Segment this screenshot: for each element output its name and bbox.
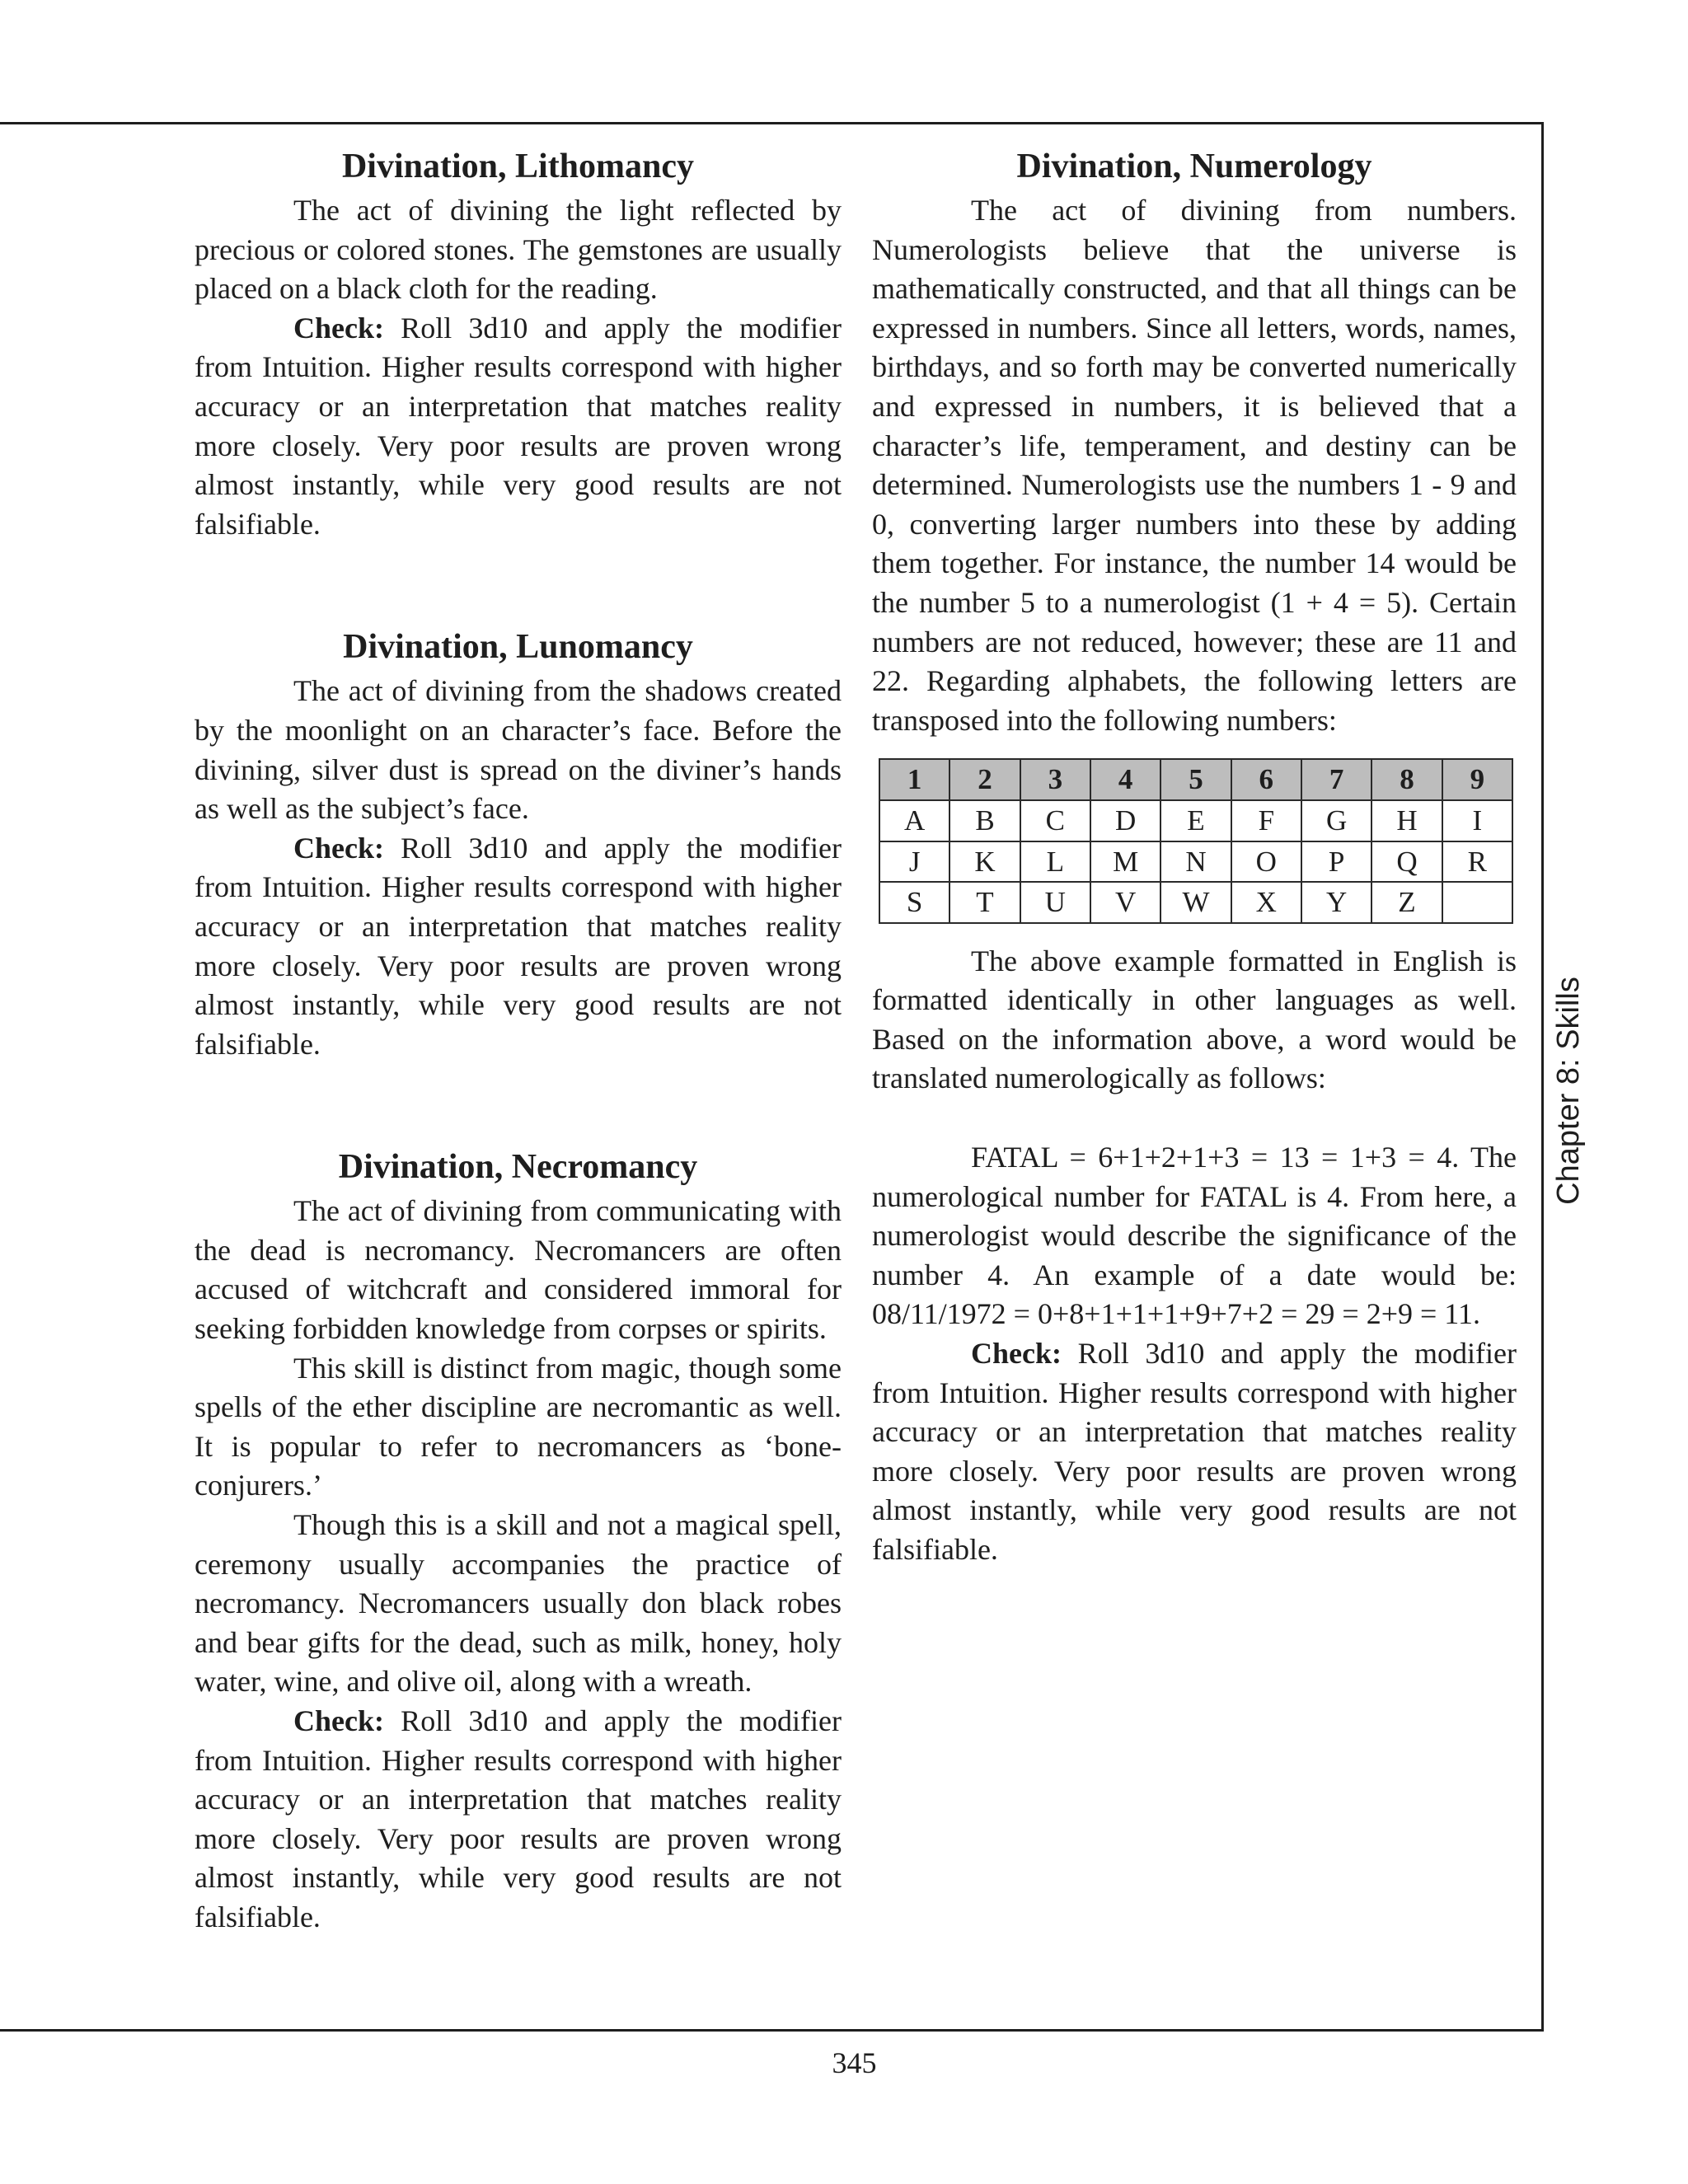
column-header: 9 <box>1442 759 1512 800</box>
table-cell: K <box>950 841 1020 883</box>
table-cell: Z <box>1372 882 1442 923</box>
paragraph: The act of divining from numbers. Numerologists believe that the universe is mathematically constructed, and that all things can be expressed in numbers. Since all letters, words, names, birthdays, and so forth may be converted numerically and expressed in numbers, it is believed that a character’s life, temperament, and destiny can be determined. Numerologists use the numbers 1 - 9 and 0, converting larger numbers into these by adding them together. For instance, the number 14 would be the number 5 to a numerologist (1 + 4 = 5). Certain numbers are not reduced, however; these are 11 and 22. Regarding alphabets, the following letters are transposed into the following numbers: <box>872 194 1517 737</box>
check-paragraph <box>195 1702 842 1938</box>
column-header: 8 <box>1372 759 1442 800</box>
check-text: Roll 3d10 and apply the modifier from Intuition. Higher results correspond with higher accuracy or an interpretation that matches reality more closely. Very poor results are proven wrong almost instantly, while very good results are not falsifiable. <box>195 311 842 541</box>
check-label: Check: <box>293 1704 384 1737</box>
column-header: 2 <box>950 759 1020 800</box>
table-cell: B <box>950 800 1020 841</box>
paragraph: The act of divining from communicating with the dead is necromancy. Necromancers are often accused of witchcraft and considered immoral for seeking forbidden knowledge from corpses or spirits. <box>195 1194 842 1346</box>
table-cell: G <box>1301 800 1372 841</box>
table-row <box>879 800 1512 841</box>
check-text: Roll 3d10 and apply the modifier from Intuition. Higher results correspond with higher accuracy or an interpretation that matches reality more closely. Very poor results are proven wrong almost instantly, while very good results are not falsifiable. <box>195 831 842 1061</box>
check-paragraph <box>195 829 842 1065</box>
table-cell: S <box>879 882 950 923</box>
paragraph: FATAL = 6+1+2+1+3 = 13 = 1+3 = 4. The numerological number for FATAL is 4. From here, a numerologist would describe the significance of the number 4. An example of a date would be: 08/11/1972 = 0+8+1+1+1+9+7+2 = 29 = 2+9 = 11. <box>872 1141 1517 1331</box>
page-number: 345 <box>832 2046 877 2079</box>
column-header: 6 <box>1231 759 1301 800</box>
left-column <box>195 142 842 1938</box>
paragraph: Though this is a skill and not a magical spell, ceremony usually accompanies the practice of necromancy. Necromancers usually don black robes and bear gifts for the dead, such as milk, honey, holy water, wine, and olive oil, along with a wreath. <box>195 1508 842 1699</box>
table-row <box>879 882 1512 923</box>
right-column <box>872 142 1517 1570</box>
table-cell: R <box>1442 841 1512 883</box>
section-numerology <box>872 142 1517 1570</box>
check-paragraph <box>872 1334 1517 1570</box>
table-cell: T <box>950 882 1020 923</box>
table-cell: P <box>1301 841 1372 883</box>
paragraph: The act of divining from the shadows created by the moonlight on an character’s face. Before the divining, silver dust is spread on the diviner’s hands as well as the subject’s face. <box>195 674 842 826</box>
check-label: Check: <box>971 1337 1062 1371</box>
chapter-side-tab <box>1543 954 1594 1226</box>
table-cell: D <box>1090 800 1160 841</box>
table-cell: F <box>1231 800 1301 841</box>
section-title: Divination, Necromancy <box>338 1148 698 1187</box>
table-cell: X <box>1231 882 1301 923</box>
check-label: Check: <box>293 311 384 344</box>
table-cell: L <box>1020 841 1090 883</box>
column-header: 7 <box>1301 759 1372 800</box>
table-cell: E <box>1160 800 1231 841</box>
table-cell: U <box>1020 882 1090 923</box>
table-cell: V <box>1090 882 1160 923</box>
page-frame-bottom <box>0 2029 1544 2032</box>
table-cell: N <box>1160 841 1231 883</box>
section-necromancy <box>195 1142 842 1937</box>
table-cell: W <box>1160 882 1231 923</box>
section-lithomancy <box>195 142 842 544</box>
table-header-row <box>879 759 1512 800</box>
check-text: Roll 3d10 and apply the modifier from Intuition. Higher results correspond with higher accuracy or an interpretation that matches reality more closely. Very poor results are proven wrong almost instantly, while very good results are not falsifiable. <box>872 1337 1517 1566</box>
section-title: Divination, Lithomancy <box>341 148 695 185</box>
table-cell: C <box>1020 800 1090 841</box>
table-cell: Y <box>1301 882 1372 923</box>
column-header: 3 <box>1020 759 1090 800</box>
chapter-label: Chapter 8: Skills <box>1550 976 1586 1205</box>
table-cell: O <box>1231 841 1301 883</box>
check-paragraph <box>195 309 842 545</box>
paragraph: The act of divining the light reflected by precious or colored stones. The gemstones are usually placed on a black cloth for the reading. <box>195 194 842 306</box>
column-header: 1 <box>879 759 950 800</box>
table-cell: A <box>879 800 950 841</box>
table-row <box>879 841 1512 883</box>
table-cell: M <box>1090 841 1160 883</box>
numerology-table <box>879 758 1513 923</box>
table-cell <box>1442 882 1512 923</box>
check-text: Roll 3d10 and apply the modifier from Intuition. Higher results correspond with higher accuracy or an interpretation that matches reality more closely. Very poor results are proven wrong almost instantly, while very good results are not falsifiable. <box>195 1704 842 1933</box>
page-frame-top <box>0 122 1544 124</box>
column-header: 5 <box>1160 759 1231 800</box>
column-header: 4 <box>1090 759 1160 800</box>
section-title: Divination, Numerology <box>1016 148 1372 185</box>
check-label: Check: <box>293 831 384 865</box>
section-title: Divination, Lunomancy <box>343 628 693 667</box>
table-cell: Q <box>1372 841 1442 883</box>
paragraph: This skill is distinct from magic, though some spells of the ether discipline are necromantic as well. It is popular to refer to necromancers as ‘bone-conjurers.’ <box>195 1351 842 1502</box>
table-cell: I <box>1442 800 1512 841</box>
table-cell: J <box>879 841 950 883</box>
paragraph: The above example formatted in English is formatted identically in other languages as well. Based on the information above, a word would be translated numerologically as follows: <box>872 944 1517 1095</box>
table-cell: H <box>1372 800 1442 841</box>
section-lunomancy <box>195 622 842 1064</box>
